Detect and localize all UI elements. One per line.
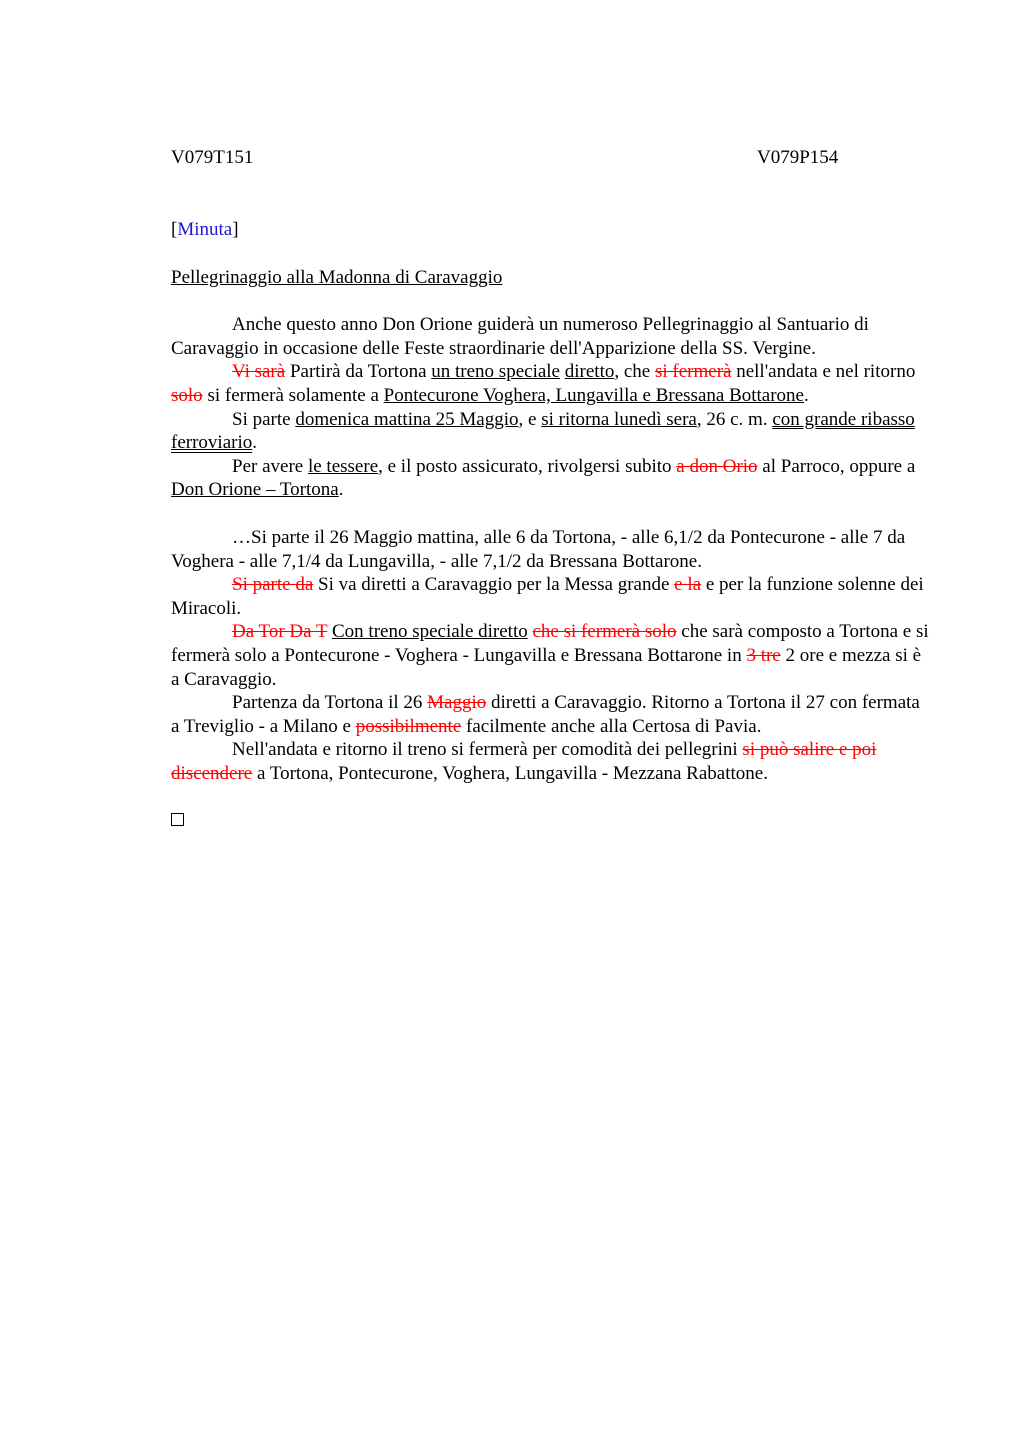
paragraph-2: Vi sarà Partirà da Tortona un treno speciale diretto, che si fermerà nell'andata e nel ritorno solo si fermerà solamente a Pontecurone Voghera, Lungavilla e Bressana Bottarone. — [171, 361, 916, 406]
document-title: Pellegrinaggio alla Madonna di Caravaggio — [171, 266, 503, 288]
paragraph-5: …Si parte il 26 Maggio mattina, alle 6 da Tortona, - alle 6,1/2 da Pontecurone - alle 7 da Voghera - alle 7,1/4 da Lungavilla, - alle 7,1/2 da Bressana Bottarone. — [171, 526, 906, 572]
paragraph-6: Si parte da Si va diretti a Caravaggio per la Messa grande e la e per la funzione solenne dei Miracoli. — [171, 574, 924, 619]
paragraph-3: Si parte domenica mattina 25 Maggio, e si ritorna lunedì sera, 26 c. m. con grande ribasso ferroviario. — [171, 408, 915, 454]
header-left-code: V079T151 — [171, 147, 254, 168]
checkbox-empty-icon — [171, 813, 184, 826]
minuta-label: [Minuta] — [171, 219, 239, 240]
document-body — [171, 218, 929, 833]
header-right-code: V079P154 — [757, 147, 839, 168]
paragraph-7: Da Tor Da T Con treno speciale diretto che si fermerà solo che sarà composto a Tortona e si fermerà solo a Pontecurone - Voghera - Lungavilla e Bressana Bottarone in 3 tre 2 ore e mezza si è a Caravaggio. — [171, 621, 929, 690]
paragraph-1: Anche questo anno Don Orione guiderà un numeroso Pellegrinaggio al Santuario di Caravaggio in occasione delle Feste straordinarie dell'Apparizione della SS. Vergine. — [171, 314, 869, 359]
paragraph-4: Per avere le tessere, e il posto assicurato, rivolgersi subito a don Orio al Parroco, oppure a Don Orione – Tortona. — [171, 455, 916, 501]
paragraph-8: Partenza da Tortona il 26 Maggio diretti a Caravaggio. Ritorno a Tortona il 27 con fermata a Treviglio - a Milano e possibilmente facilmente anche alla Certosa di Pavia. — [171, 692, 920, 737]
paragraph-9: Nell'andata e ritorno il treno si fermerà per comodità dei pellegrini si può salire e poi discendere a Tortona, Pontecurone, Voghera, Lungavilla - Mezzana Rabattone. — [171, 739, 877, 784]
